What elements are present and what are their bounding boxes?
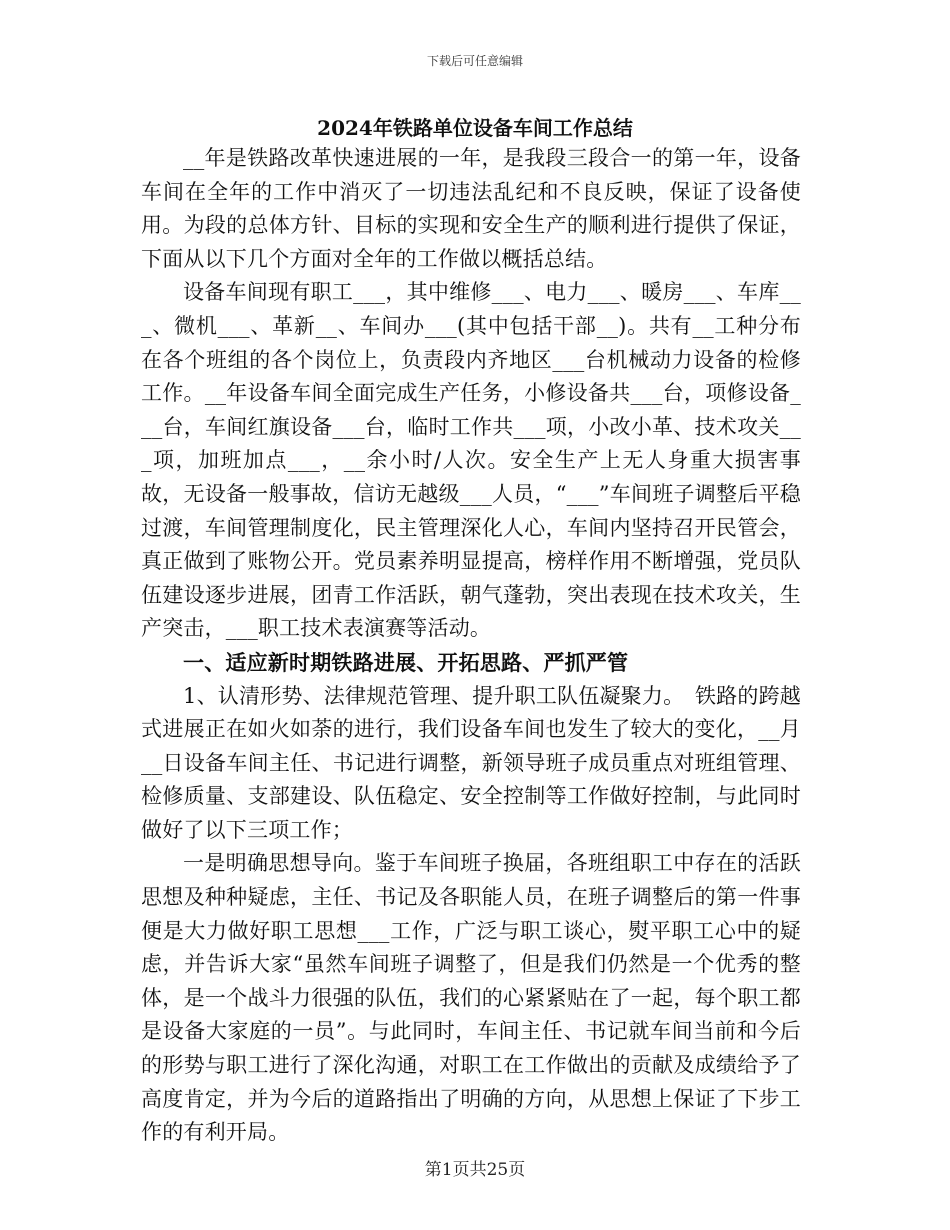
paragraph-workshop-overview: 设备车间现有职工___，其中维修___、电力___、暖房___、车库___、微机___、革新__、车间办___(其中包括干部__)。共有__工种分布在各个班组的各个岗位上，负责段内齐地区___台机械动力设备的检修工作。__年设备车间全面完成生产任务，小修设备共___台，项修设备___台，车间红旗设备___台，临时工作共___项，小改小革、技术攻关___项，加班加点___，__余小时/人次。安全生产上无人身重大损害事故，无设备一般事故，信访无越级___人员，“___”车间班子调整后平稳过渡，车间管理制度化，民主管理深化人心，车间内坚持召开民管会，真正做到了账物公开。党员素养明显提高，榜样作用不断增强，党员队伍建设逐步进展，团青工作活跃，朝气蓬勃，突出表现在技术攻关，生产突击，___职工技术表演赛等活动。	[141, 280, 801, 641]
document-body	[141, 142, 801, 1150]
page-number: 第1页共25页	[424, 1160, 526, 1180]
section-heading-1: 一、适应新时期铁路进展、开拓思路、严抓严管	[183, 649, 629, 675]
paragraph-item-1-point-1: 一是明确思想导向。鉴于车间班子换届，各班组职工中存在的活跃思想及种种疑虑，主任、书记及各职能人员，在班子调整后的第一件事便是大力做好职工思想___工作，广泛与职工谈心，熨平职工心中的疑虑，并告诉大家“虽然车间班子调整了，但是我们仍然是一个优秀的整体，是一个战斗力很强的队伍，我们的心紧紧贴在了一起，每个职工都是设备大家庭的一员”。与此同时，车间主任、书记就车间当前和今后的形势与职工进行了深化沟通，对职工在工作做出的贡献及成绩给予了高度肯定，并为今后的道路指出了明确的方向，从思想上保证了下步工作的有利开局。	[141, 851, 801, 1145]
paragraph-intro: __年是铁路改革快速进展的一年，是我段三段合一的第一年，设备车间在全年的工作中消灭了一切违法乱纪和不良反映，保证了设备使用。为段的总体方针、目标的实现和安全生产的顺利进行提供了保证，下面从以下几个方面对全年的工作做以概括总结。	[141, 146, 801, 271]
document-title: 2024年铁路单位设备车间工作总结	[317, 116, 633, 140]
paragraph-item-1: 1、认清形势、法律规范管理、提升职工队伍凝聚力。 铁路的跨越式进展正在如火如荼的进行，我们设备车间也发生了较大的变化，__月__日设备车间主任、书记进行调整，新领导班子成员重点对班组管理、检修质量、支部建设、队伍稳定、安全控制等工作做好控制，与此同时做好了以下三项工作；	[141, 683, 801, 842]
header-note: 下载后可任意编辑	[426, 54, 523, 68]
